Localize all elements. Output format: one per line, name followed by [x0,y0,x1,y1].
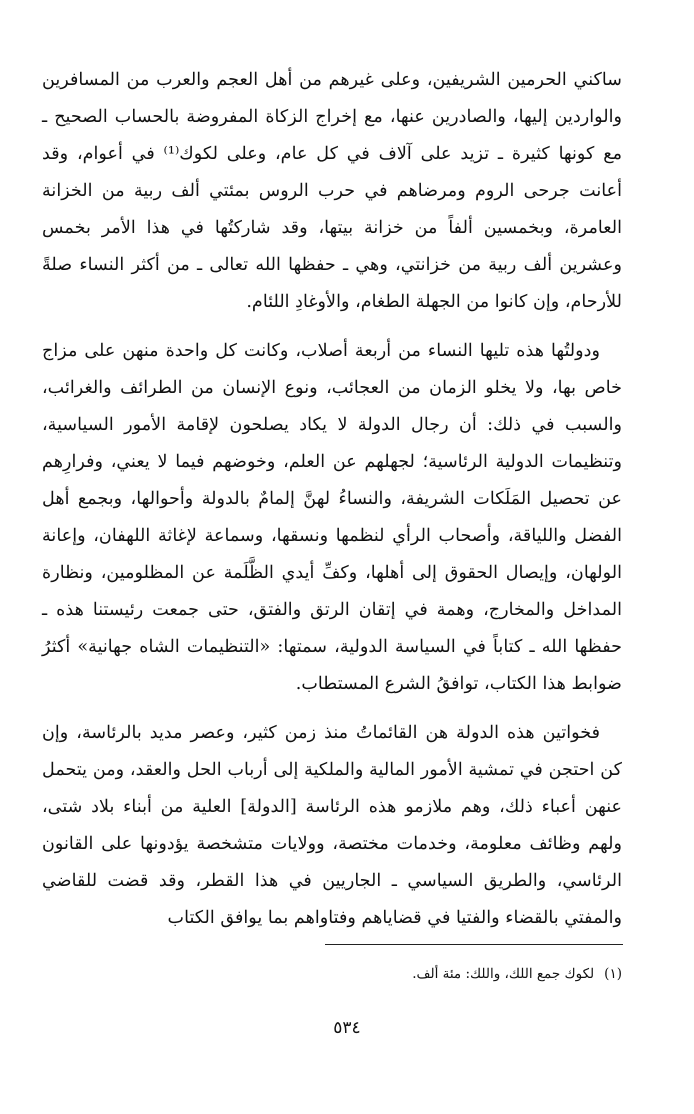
page-number: ٥٣٤ [333,1018,361,1038]
footnote [42,963,622,985]
paragraph-3: فخواتين هذه الدولة هن القائماتُ منذ زمن كثير، وعصر مديد بالرئاسة، وإن كن احتجن في تمشية الأمور المالية والملكية إلى أرباب الحل والعقد، ومن يتحمل عنهن أعباء ذلك، وهم ملازمو هذه الرئاسة [الدولة] العلية من أبناء بلاد شتى، ولهم وظائف معلومة، وخدمات مختصة، وولايات متشخصة يؤدونها على القانون الرئاسي، والطريق السياسي ـ الجاريين في هذا القطر، وقد قضت للقاضي والمفتي بالقضاء والفتيا في قضاياهم وفتاواهم بما يوافق الكتاب [42,723,622,928]
footnote-text: لكوك جمع اللك، واللك: مئة ألف. [412,966,595,982]
paragraph-1: ساكني الحرمين الشريفين، وعلى غيرهم من أهل العجم والعرب من المسافرين والواردين إليها، والصادرين عنها، مع إخراج الزكاة المفروضة بالحساب الصحيح ـ مع كونها كثيرة ـ تزيد على آلاف في كل عام، وعلى لكوك⁽¹⁾ في أعوام، وقد أعانت جرحى الروم ومرضاهم في حرب الروس بمئتي ألف ربية من الخزانة العامرة، وبخمسين ألفاً من خزانة بيتها، وقد شاركتُها في هذا الأمر بخمس وعشرين ألف ربية من خزانتي، وهي ـ حفظها الله تعالى ـ من أكثر النساء صلةً للأرحام، وإن كانوا من الجهلة الطغام، والأوغادِ اللئام. [42,70,622,312]
footnote-number: (١) [604,966,622,982]
footnote-separator [325,944,623,945]
book-page-body [42,62,622,949]
paragraph-2: ودولتُها هذه تليها النساء من أربعة أصلاب، وكانت كل واحدة منهن على مزاج خاص بها، ولا يخلو الزمان من العجائب، ونوع الإنسان من الطرائف والغرائب، والسبب في ذلك: أن رجال الدولة لا يكاد يصلحون لإقامة الأمور السياسية، وتنظيمات الدولية الرئاسية؛ لجهلهم عن العلم، وخوضهم فيما لا يعني، وفرارِهم عن تحصيل المَلَكات الشريفة، والنساءُ لهنَّ إلمامٌ بالدولة وأحوالها، وبجمع أهل الفضل واللياقة، وأصحاب الرأي لنظمها ونسقها، وسماعة لإغاثة اللهفان، وإعانة الولهان، وإيصال الحقوق إلى أهلها، وكفِّ أيدي الظَّلَمة عن المظلومين، ونظارة المداخل والمخارج، وهمة في إتقان الرتق والفتق، حتى جمعت رئيستنا هذه ـ حفظها الله ـ كتاباً في السياسة الدولية، سمتها: «التنظيمات الشاه جهانية» أكثرُ ضوابط هذا الكتاب، توافقُ الشرع المستطاب. [42,341,622,694]
